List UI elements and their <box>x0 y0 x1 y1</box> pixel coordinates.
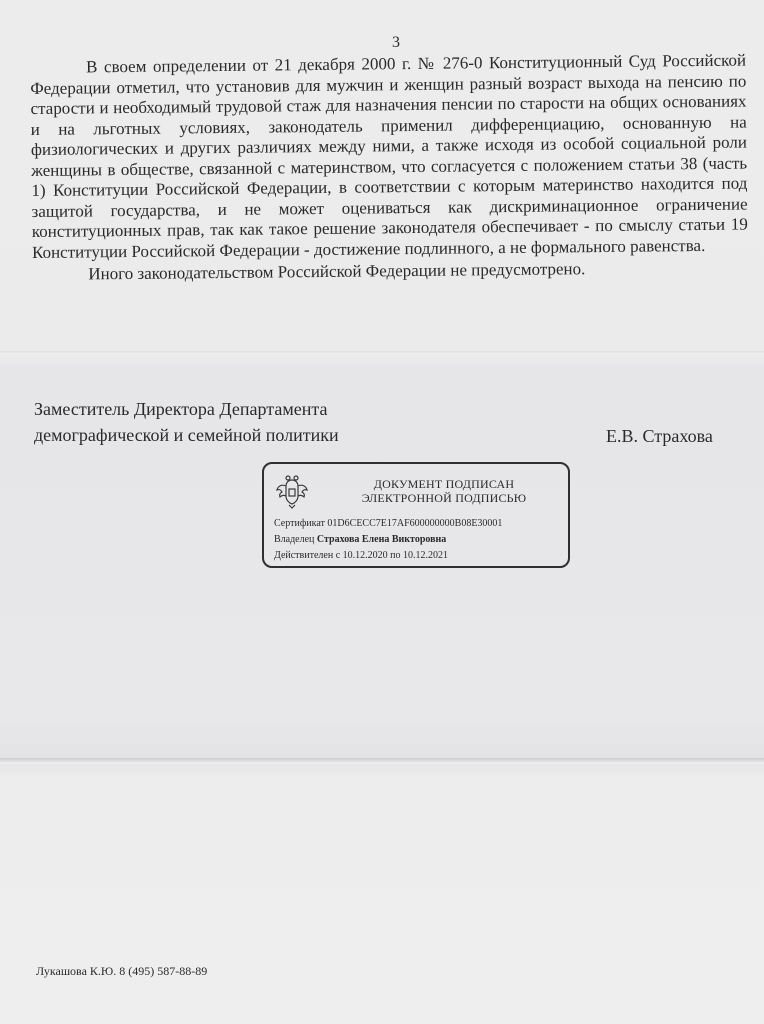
paper-fold <box>0 758 764 764</box>
owner-value: Страхова Елена Викторовна <box>316 534 447 545</box>
validity-label: Действителен <box>274 550 334 561</box>
page-number: 3 <box>392 34 400 51</box>
certificate-value: 01D6CECC7E17AF600000000B08E30001 <box>327 518 503 529</box>
signer-name: Е.В. Страхова <box>606 426 713 446</box>
paragraph-court-ruling: В своем определении от 21 декабря 2000 г. № 276-0 Конституционный Суд Российской Федерации отметил, что установив для мужчин и женщин разный возраст выхода на пенсию по старости и необходимый трудовой стаж для назначения пенсии по старости на общих основаниях и на льготных условиях, законодатель применил дифференциацию, основанную на физиологических и других различиях между ними, а также исходя из особой социальной роли женщины в обществе, связанной с материнством, что согласуется с положением статьи 38 (часть 1) Конституции Российской Федерации, в соответствии с которым материнство находится под защитой государства, и не может оцениваться как дискриминационное ограничение конституционных прав, так как такое решение законодателя обеспечивает - по смыслу статьи 19 Конституции Российской Федерации - достижение подлинного, а не формального равенства. <box>30 50 748 262</box>
signer-title <box>34 396 339 448</box>
owner-line <box>274 534 446 545</box>
paragraph-conclusion: Иного законодательством Российской Федерации не предусмотрено. <box>88 259 586 284</box>
stamp-title <box>324 477 564 505</box>
electronic-signature-stamp <box>262 462 570 568</box>
stamp-title-line: ДОКУМЕНТ ПОДПИСАН <box>373 477 515 491</box>
stamp-title-line: ЭЛЕКТРОННОЙ ПОДПИСЬЮ <box>361 491 527 505</box>
owner-label: Владелец <box>274 534 315 545</box>
executor-contact: Лукашова К.Ю. 8 (495) 587-88-89 <box>36 964 208 978</box>
coat-of-arms-icon <box>274 474 310 510</box>
letter-body <box>30 51 748 286</box>
signer-title-line: демографической и семейной политики <box>34 425 339 445</box>
validity-to-label: по <box>390 550 401 561</box>
validity-line <box>274 550 448 561</box>
certificate-line <box>274 518 502 529</box>
validity-from-label: с <box>335 550 341 561</box>
certificate-label: Сертификат <box>274 518 325 529</box>
paper-fold <box>0 351 764 354</box>
signer-title-line: Заместитель Директора Департамента <box>34 399 328 419</box>
validity-from: 10.12.2020 <box>342 550 388 561</box>
validity-to: 10.12.2021 <box>403 550 449 561</box>
